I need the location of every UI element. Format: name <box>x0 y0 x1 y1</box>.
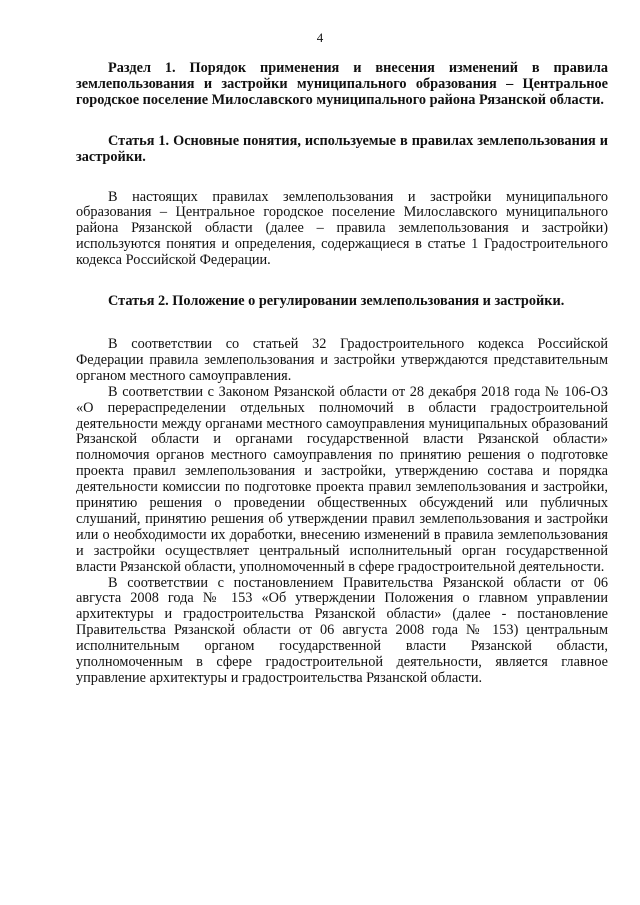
spacer <box>76 109 608 134</box>
article-2-paragraph: В соответствии с постановлением Правительства Рязанской области от 06 августа 2008 года № 153 «Об утверждении Положения о главном управлении архитектуры и градостроительства Рязанской области» (далее - постановление Правительства Рязанской области от 06 августа 2008 года № 153) центральным исполнительным органом государственной власти Рязанской области, уполномоченным в сфере градостроительной деятельности, является главное управление архитектуры и градостроительства Рязанской области. <box>76 574 608 686</box>
page-number: 4 <box>316 30 324 45</box>
article-2-paragraph: В соответствии со статьей 32 Градостроительного кодекса Российской Федерации правила землепользования и застройки утверждаются представительным органом местного самоуправления. <box>76 335 608 384</box>
spacer <box>76 166 608 190</box>
section-heading: Раздел 1. Порядок применения и внесения изменений в правила землепользования и застройки муниципального образования – Центральное городское поселение Милославского муниципального района Рязанской области. <box>76 60 608 108</box>
document-body <box>76 61 608 687</box>
spacer <box>76 310 608 337</box>
spacer <box>76 269 608 294</box>
article-2-paragraph: В соответствии с Законом Рязанской области от 28 декабря 2018 года № 106-ОЗ «О перераспределении отдельных полномочий в области градостроительной деятельности между органами местного самоуправления муниципальных образований Рязанской области и органами государственной власти Рязанской области» полномочия органов местного самоуправления по принятию решения о подготовке проекта правил землепользования и застройки, утверждению состава и порядка деятельности комиссии по подготовке проекта правил землепользования и застройки, принятию решения о проведении общественных обсуждений или публичных слушаний, принятию решения об утверждении правил землепользования и застройки или о необходимости их доработки, внесению изменений в правила землепользования и застройки осуществляет центральный исполнительный орган государственной власти Рязанской области, уполномоченный в сфере градостроительной деятельности. <box>76 383 608 575</box>
article-1-heading: Статья 1. Основные понятия, используемые в правилах землепользования и застройки. <box>76 132 608 165</box>
article-2-heading: Статья 2. Положение о регулировании землепользования и застройки. <box>108 293 565 310</box>
article-1-paragraph: В настоящих правилах землепользования и застройки муниципального образования – Центральное городское поселение Милославского муниципального района Рязанской области (далее – правила землепользования и застройки) используются понятия и определения, содержащиеся в статье 1 Градостроительного кодекса Российской Федерации. <box>76 188 608 269</box>
